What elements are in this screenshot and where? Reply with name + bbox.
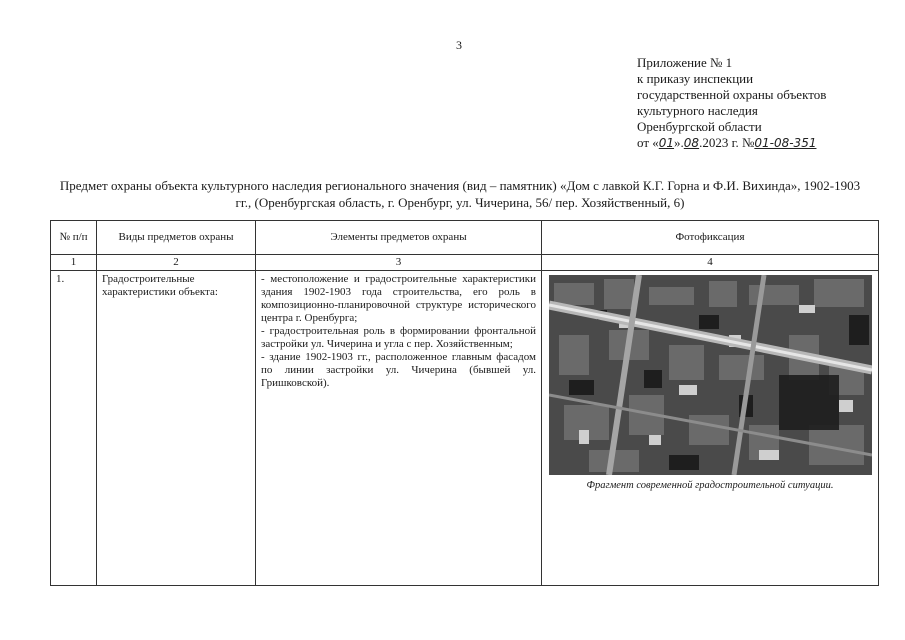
date-year: .2023 г. № xyxy=(699,135,755,150)
col-number: 2 xyxy=(97,255,256,271)
row-elements xyxy=(256,271,542,586)
header-kinds: Виды предметов охраны xyxy=(97,221,256,255)
row-number: 1. xyxy=(51,271,97,586)
header-photo: Фотофиксация xyxy=(542,221,879,255)
col-number: 4 xyxy=(542,255,879,271)
header-num: № п/п xyxy=(51,221,97,255)
document-title: Предмет охраны объекта культурного наследия регионального значения (вид – памятник) «Дом с лавкой К.Г. Горна и Ф.И. Вихинда», 1902-1903 гг., (Оренбургская область, г. Оренбург, ул. Чичерина, 56/ пер. Хозяйственный, 6) xyxy=(59,178,861,210)
page-number: 3 xyxy=(456,38,462,52)
photo-caption: Фрагмент современной градостроительной ситуации. xyxy=(586,480,834,491)
date-mid: ». xyxy=(674,135,684,150)
table-row xyxy=(51,271,879,586)
col-number: 1 xyxy=(51,255,97,271)
protection-table xyxy=(50,220,879,586)
row-photo-cell xyxy=(542,271,879,586)
appendix-line: государственной охраны объектов xyxy=(637,87,827,102)
date-day: 01 xyxy=(658,136,675,150)
header-row xyxy=(51,221,879,255)
header-elements: Элементы предметов охраны xyxy=(256,221,542,255)
appendix-line: Приложение № 1 xyxy=(637,55,733,70)
element-item: - местоположение и градостроительные характеристики здания 1902-1903 года строительства, его роль в композиционно-планировочной структуре исторического центра г. Оренбурга; xyxy=(261,273,536,324)
order-number: 01-08-351 xyxy=(754,136,817,150)
order-date-line xyxy=(637,135,887,151)
date-prefix: от « xyxy=(637,135,659,150)
aerial-photo xyxy=(549,275,872,475)
column-number-row xyxy=(51,255,879,271)
row-kind: Градостроительные характеристики объекта: xyxy=(97,271,256,586)
col-number: 3 xyxy=(256,255,542,271)
appendix-block xyxy=(637,55,887,151)
element-item: - градостроительная роль в формировании фронтальной застройки ул. Чичерина и угла с пер. Хозяйственным; xyxy=(261,325,536,350)
element-item: - здание 1902-1903 гг., расположенное главным фасадом по линии застройки ул. Чичерина (бывшей ул. Гришковской). xyxy=(261,351,536,389)
appendix-line: к приказу инспекции xyxy=(637,71,754,86)
appendix-line: Оренбургской области xyxy=(637,119,762,134)
appendix-line: культурного наследия xyxy=(637,103,758,118)
date-month: 08 xyxy=(683,136,700,150)
